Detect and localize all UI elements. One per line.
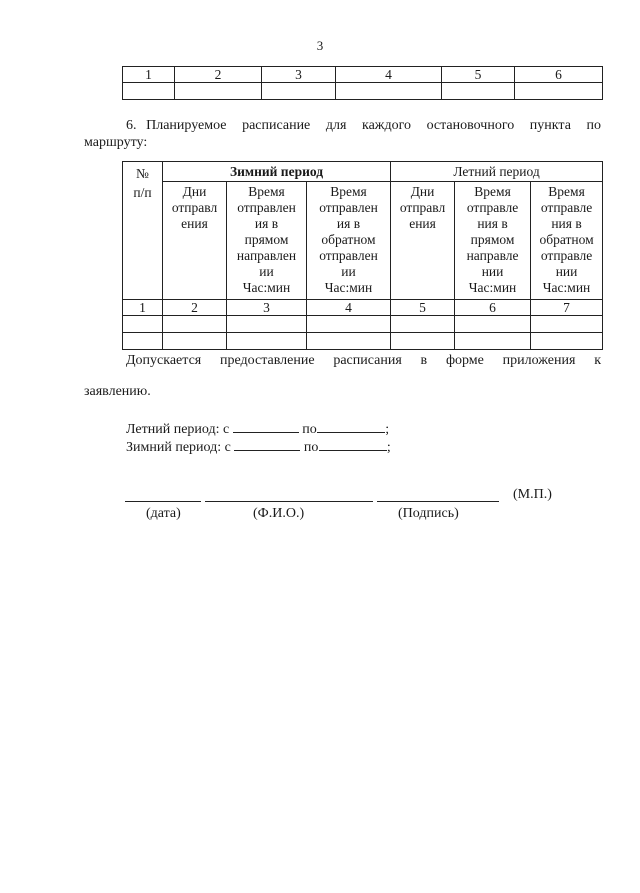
empty-cell bbox=[163, 316, 227, 333]
winter-period-header: Зимний период bbox=[163, 162, 391, 182]
allow-paragraph bbox=[84, 352, 601, 400]
schedule-table bbox=[122, 161, 603, 350]
column-number: 7 bbox=[531, 300, 603, 316]
empty-cell bbox=[123, 83, 175, 100]
column-number: 1 bbox=[123, 67, 175, 83]
column-number: 1 bbox=[123, 300, 163, 316]
empty-cell bbox=[262, 83, 336, 100]
column-number: 4 bbox=[336, 67, 442, 83]
stamp-label: (М.П.) bbox=[513, 487, 552, 502]
table-row bbox=[123, 333, 603, 350]
empty-cell bbox=[227, 316, 307, 333]
sign-signature-line[interactable] bbox=[377, 501, 499, 502]
winter-end-blank[interactable] bbox=[319, 438, 387, 451]
column-number: 2 bbox=[175, 67, 262, 83]
column-numbers-row bbox=[123, 300, 603, 316]
empty-cell bbox=[123, 333, 163, 350]
winter-return-time-header: Время отправлен ия в обратном отправлен ии Час:мин bbox=[307, 182, 391, 300]
column-number: 5 bbox=[391, 300, 455, 316]
schedule-header-row bbox=[123, 162, 603, 182]
section-6-heading bbox=[84, 117, 601, 151]
winter-start-blank[interactable] bbox=[234, 438, 300, 451]
summer-period-label: Летний период: с bbox=[126, 422, 230, 437]
summer-end-blank[interactable] bbox=[317, 420, 385, 433]
empty-cell bbox=[227, 333, 307, 350]
allow-text-line1: Допускается предоставление расписания в форме приложения к bbox=[126, 353, 601, 368]
table-header-row bbox=[123, 67, 603, 83]
name-signature-line[interactable] bbox=[205, 501, 373, 502]
winter-period-label: Зимний период: с bbox=[126, 440, 231, 455]
summer-start-blank[interactable] bbox=[233, 420, 299, 433]
table-row bbox=[123, 316, 603, 333]
column-number: 6 bbox=[455, 300, 531, 316]
winter-days-header: Дни отправл ения bbox=[163, 182, 227, 300]
empty-cell bbox=[336, 83, 442, 100]
winter-period-end: ; bbox=[386, 440, 391, 455]
allow-text-line2: заявлению. bbox=[84, 384, 151, 399]
column-number: 6 bbox=[515, 67, 603, 83]
summer-forward-time-header: Время отправле ния в прямом направле нии Час:мин bbox=[455, 182, 531, 300]
number-header: № п/п bbox=[123, 162, 163, 300]
summer-period-header: Летний период bbox=[391, 162, 603, 182]
empty-cell bbox=[391, 316, 455, 333]
summer-return-time-header: Время отправле ния в обратном отправле нии Час:мин bbox=[531, 182, 603, 300]
empty-cell bbox=[307, 333, 391, 350]
summer-period-end: ; bbox=[385, 422, 390, 437]
summer-po-label: по bbox=[302, 422, 317, 437]
empty-cell bbox=[531, 316, 603, 333]
empty-cell bbox=[163, 333, 227, 350]
column-number: 3 bbox=[262, 67, 336, 83]
empty-cell bbox=[455, 333, 531, 350]
empty-cell bbox=[123, 316, 163, 333]
empty-cell bbox=[175, 83, 262, 100]
section-number: 6. bbox=[126, 118, 137, 133]
section-title: Планируемое расписание для каждого остановочного пункта по маршруту: bbox=[84, 118, 601, 150]
empty-cell bbox=[515, 83, 603, 100]
name-label: (Ф.И.О.) bbox=[253, 506, 305, 521]
continued-table bbox=[122, 66, 603, 100]
date-signature-line[interactable] bbox=[125, 501, 201, 502]
page-number: 3 bbox=[316, 38, 324, 53]
column-number: 3 bbox=[227, 300, 307, 316]
table-row bbox=[123, 83, 603, 100]
column-number: 2 bbox=[163, 300, 227, 316]
summer-period-line bbox=[126, 420, 389, 438]
empty-cell bbox=[307, 316, 391, 333]
sign-label: (Подпись) bbox=[398, 506, 459, 521]
empty-cell bbox=[391, 333, 455, 350]
column-number: 5 bbox=[442, 67, 515, 83]
column-number: 4 bbox=[307, 300, 391, 316]
winter-po-label: по bbox=[303, 440, 319, 455]
winter-period-line bbox=[126, 438, 391, 456]
date-label: (дата) bbox=[146, 506, 181, 521]
summer-days-header: Дни отправл ения bbox=[391, 182, 455, 300]
empty-cell bbox=[455, 316, 531, 333]
empty-cell bbox=[531, 333, 603, 350]
empty-cell bbox=[442, 83, 515, 100]
schedule-subheader-row bbox=[123, 182, 603, 300]
winter-forward-time-header: Время отправлен ия в прямом направлен ии Час:мин bbox=[227, 182, 307, 300]
